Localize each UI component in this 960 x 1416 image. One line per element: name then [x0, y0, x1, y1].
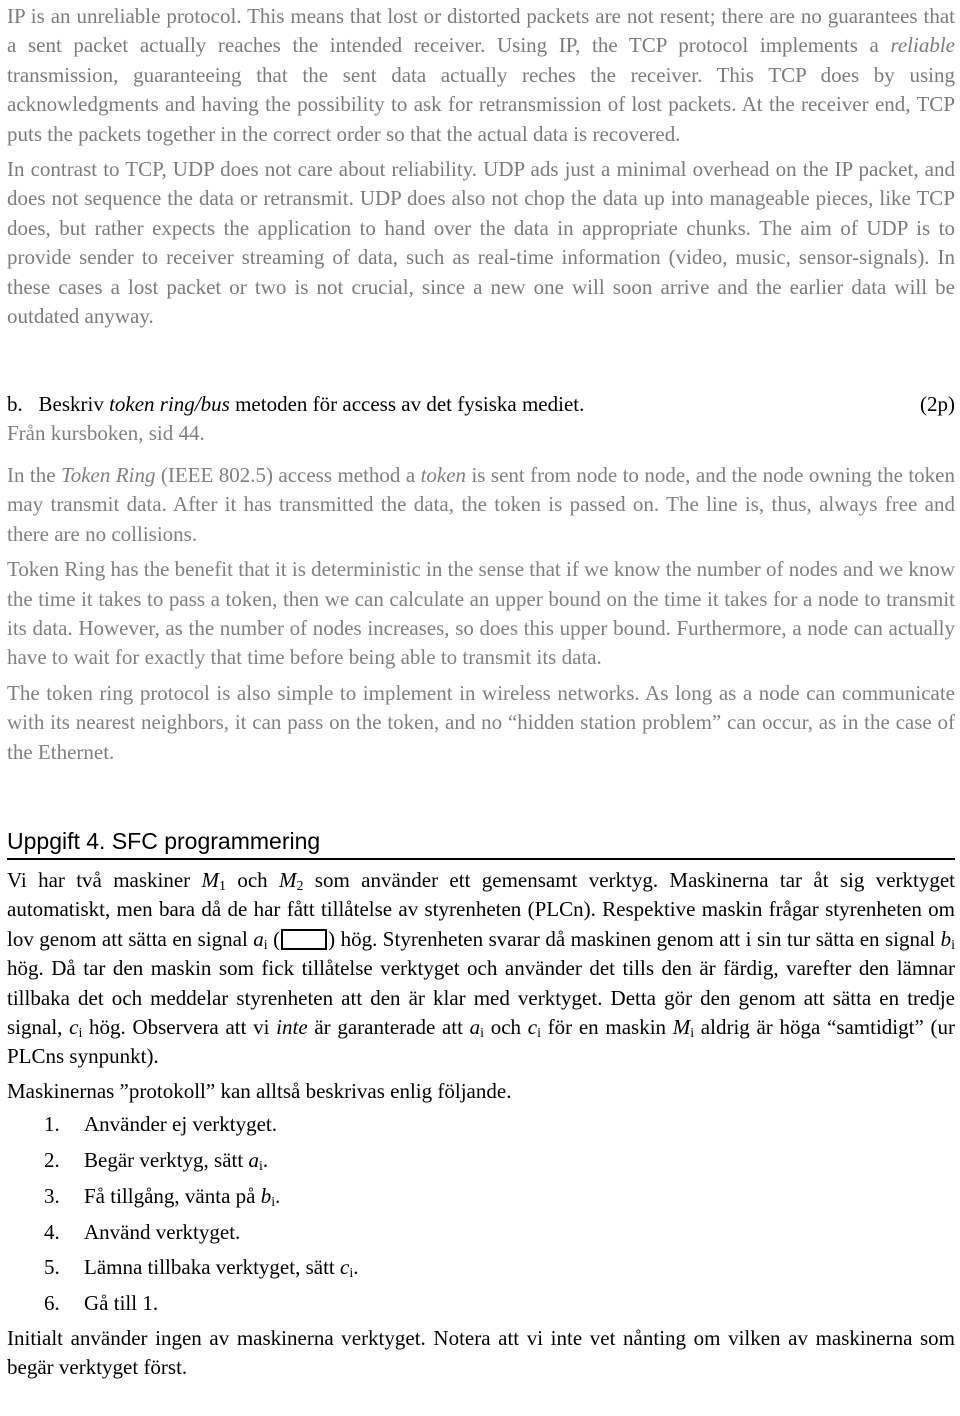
- task-text: för en maskin: [540, 1015, 673, 1040]
- answer-paragraph-2: Token Ring has the benefit that it is deterministic in the sense that if we know the number of nodes and we know the time it takes to pass a token, then we can calculate an upper bound on the time it takes for a node to transmit its data. However, as the number of nodes increases, so does this upper bound. Furthermore, a node can actually have to wait for exactly that time before being able to transmit its data.: [7, 557, 955, 670]
- step-text: Använd verktyget.: [84, 1219, 241, 1244]
- intro-paragraph-2: In contrast to TCP, UDP does not care about reliability. UDP ads just a minimal overhead on the IP packet, and does not sequence the data or retransmit. UDP does also not chop the data up into manageable pieces, like TCP does, but rather expects the application to hand over the data in appropriate chunks. The aim of UDP is to provide sender to receiver streaming of data, such as real-time information (video, music, sensor-signals). In these cases a lost packet or two is not crucial, since a new one will soon arrive and the earlier data will be outdated anyway.: [7, 157, 955, 329]
- task-text: Vi har två maskiner: [7, 868, 202, 892]
- question-b-row: [7, 390, 955, 419]
- var-m: M: [201, 868, 219, 892]
- question-label: b.: [7, 392, 23, 416]
- list-item: [7, 1109, 955, 1145]
- answer-text: In the: [7, 463, 61, 487]
- intro-text: IP is an unreliable protocol. This means that lost or distorted packets are not resent; there are no guarantees that a sent packet actually reaches the intended receiver. Using IP, the TCP protocol implements a: [7, 4, 955, 58]
- step-text: Använder ej verktyget.: [84, 1112, 278, 1137]
- question-b-text: [7, 390, 584, 419]
- task-text: är garanterade att: [307, 1015, 470, 1040]
- var-c: c: [69, 1015, 79, 1040]
- subscript: i: [271, 1194, 276, 1210]
- var-b: b: [940, 926, 952, 951]
- step-text: [84, 1145, 268, 1181]
- step-tail: .: [353, 1255, 359, 1280]
- step-text: [84, 1252, 358, 1288]
- subscript: i: [263, 937, 268, 953]
- step-tail: .: [275, 1183, 281, 1208]
- task-text: och: [484, 1015, 528, 1040]
- task-section: [7, 866, 955, 1383]
- task-text: som använder ett gemensamt verktyg. Maskinerna tar åt sig verktyget automatiskt, men bara då de har fått tillåtelse av styrenheten (PLCn). Respektive maskin frågar styrenheten om lov genom att sätta en signal: [7, 868, 955, 951]
- step-label: Få tillgång, vänta på: [84, 1183, 261, 1208]
- list-item: [7, 1217, 955, 1253]
- intro-text: transmission, guaranteeing that the sent data actually reches the receiver. This TCP does by using acknowledgments and having the possibility to ask for retransmission of lost packets. At the receiver end, TCP puts the packets together in the correct order so that the actual data is recovered.: [7, 62, 955, 146]
- list-item: [7, 1288, 955, 1324]
- step-text: Gå till 1.: [84, 1291, 159, 1316]
- answer-text: is sent from node to node, and the node owning the token may transmit data. After it has transmitted the data, the token is passed on. The line is, thus, always free and there are no collisions.: [7, 463, 955, 546]
- task-text: och: [226, 868, 279, 892]
- source-reference: Från kursboken, sid 44.: [7, 421, 205, 446]
- subscript: 1: [219, 879, 226, 894]
- task-text: hög. Då tar den maskin som fick tillåtelse verktyget och använder det tills den är färdig, varefter den lämnar tillbaka det och meddelar styrenheten att den är klar med verktyget. Detta gör den genom att sätta en tredje signal,: [7, 956, 955, 1040]
- step-var: b: [260, 1183, 272, 1208]
- step-number: 3.: [44, 1183, 60, 1208]
- step-text: [84, 1181, 280, 1217]
- question-text: Beskriv: [38, 392, 110, 416]
- list-item: [7, 1145, 955, 1181]
- answer-section: [7, 461, 955, 767]
- var-m: M: [278, 868, 297, 892]
- answer-paragraph-3: The token ring protocol is also simple to implement in wireless networks. As long as a node can communicate with its nearest neighbors, it can pass on the token, and no “hidden station problem” can occur, as in the case of the Ethernet.: [7, 680, 955, 764]
- var-m: M: [672, 1015, 691, 1040]
- step-number: 1.: [44, 1112, 60, 1137]
- subscript: i: [349, 1266, 354, 1282]
- answer-emphasis: token: [420, 463, 467, 487]
- task-heading: Uppgift 4. SFC programmering: [7, 827, 955, 860]
- question-emphasis: token ring/bus: [109, 392, 230, 416]
- task-text: hög. Observera att vi: [82, 1015, 277, 1040]
- subscript: 2: [296, 879, 304, 894]
- subscript: i: [537, 1026, 541, 1042]
- step-tail: .: [262, 1148, 269, 1173]
- step-number: 4.: [44, 1219, 60, 1244]
- intro-section: [7, 2, 955, 331]
- list-item: [7, 1181, 955, 1217]
- step-number: 6.: [44, 1291, 60, 1316]
- question-text: metoden för access av det fysiska mediet.: [229, 392, 585, 416]
- step-var: a: [248, 1148, 259, 1173]
- intro-emphasis: reliable: [890, 33, 955, 58]
- task-text: (: [267, 926, 281, 951]
- question-b: [7, 390, 955, 449]
- question-points: (2p): [920, 392, 955, 416]
- task-text: ) hög. Styrenheten svarar då maskinen genom att i sin tur sätta en signal: [328, 926, 941, 951]
- protocol-steps-list: [7, 1109, 955, 1324]
- answer-text: (IEEE 802.5) access method a: [155, 463, 421, 487]
- task-paragraph-1: [7, 866, 955, 1072]
- var-a: a: [253, 926, 264, 951]
- var-c: c: [527, 1015, 538, 1040]
- subscript: i: [480, 1026, 485, 1042]
- subscript: i: [78, 1026, 83, 1042]
- subscript: i: [951, 937, 955, 953]
- subscript: i: [690, 1026, 695, 1042]
- step-label: Lämna tillbaka verktyget, sätt: [84, 1255, 340, 1280]
- list-item: [7, 1252, 955, 1288]
- rising-edge-symbol: [281, 929, 327, 950]
- step-var: c: [340, 1255, 350, 1280]
- task-text: aldrig är höga “samtidigt” (ur PLCns synpunkt).: [7, 1015, 955, 1069]
- task-paragraph-2: Maskinernas ”protokoll” kan alltså beskrivas enlig följande.: [7, 1078, 512, 1103]
- answer-paragraph-1: [7, 461, 955, 549]
- step-label: Begär verktyg, sätt: [84, 1148, 249, 1173]
- subscript: i: [258, 1159, 263, 1175]
- emphasis: inte: [276, 1015, 308, 1040]
- intro-paragraph-1: [7, 2, 955, 149]
- var-a: a: [469, 1015, 481, 1040]
- step-number: 2.: [44, 1148, 60, 1173]
- step-number: 5.: [44, 1255, 60, 1280]
- answer-emphasis: Token Ring: [60, 463, 156, 487]
- task-paragraph-3: Initialt använder ingen av maskinerna verktyget. Notera att vi inte vet nånting om vilken av maskinerna som begär verktyget först.: [7, 1326, 955, 1380]
